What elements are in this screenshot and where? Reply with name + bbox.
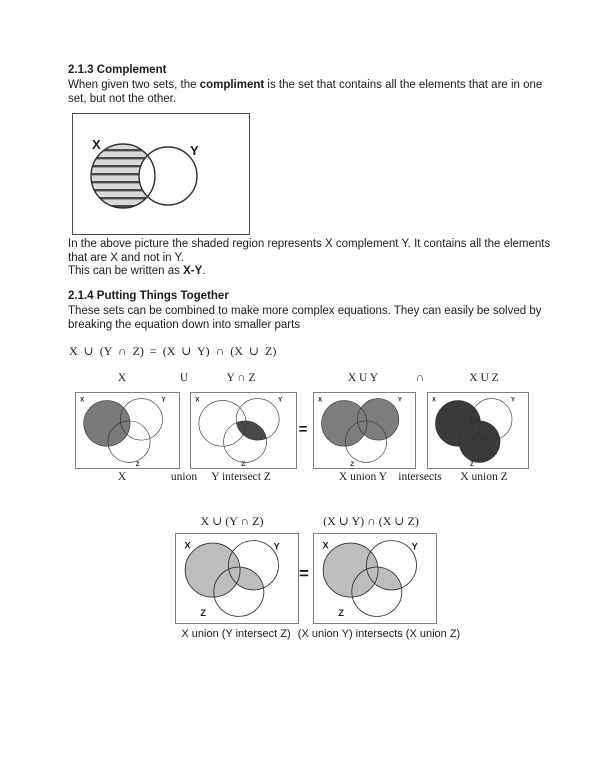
label-set-x: X xyxy=(195,396,200,404)
venn-y-intersect-z-diagram xyxy=(191,393,296,468)
label-set-z: Z xyxy=(241,461,246,468)
label-set-z: Z xyxy=(470,461,474,468)
intro-post: is the set that contains all the elements that are in one set, but not the other. xyxy=(68,79,543,105)
label-set-x: X xyxy=(322,540,329,551)
row2-caption-left: X union (Y intersect Z) xyxy=(181,628,291,640)
label-set-x: X xyxy=(92,137,101,152)
venn-x-union-y-figure xyxy=(313,392,416,469)
row2-equals-sign: = xyxy=(299,564,309,583)
row1-op-intersect-label: ∩ xyxy=(415,372,425,384)
label-set-y: Y xyxy=(190,143,199,158)
label-set-z: Z xyxy=(350,461,355,468)
row1-label-x-union-z: X U Z xyxy=(469,372,499,384)
label-set-z: Z xyxy=(135,461,140,468)
label-set-x: X xyxy=(80,396,85,404)
row1-caption-x: X xyxy=(117,471,127,483)
intro-pre: When given two sets, the xyxy=(68,79,200,91)
venn-complement-figure xyxy=(72,113,250,235)
venn-x-union-y-diagram xyxy=(314,393,415,468)
row1-equals-sign: = xyxy=(298,421,308,438)
label-set-z: Z xyxy=(200,607,206,618)
venn-x-union-yz-diagram xyxy=(176,534,298,623)
row2-label-right: (X ∪ Y) ∩ (X ∪ Z) xyxy=(323,514,419,528)
notation-bold: X-Y xyxy=(183,265,203,277)
label-set-x: X xyxy=(318,397,323,404)
complement-intro-text xyxy=(68,79,552,106)
label-set-x: X xyxy=(184,540,191,551)
row1-label-y-intersect-z: Y ∩ Z xyxy=(226,372,256,384)
label-set-y: Y xyxy=(397,397,402,404)
venn-x-union-z-diagram xyxy=(428,393,528,468)
heading-putting-together: 2.1.4 Putting Things Together xyxy=(68,290,229,302)
label-set-y: Y xyxy=(161,396,166,404)
intro-bold-term: compliment xyxy=(199,79,265,91)
venn-y-intersect-z-figure xyxy=(190,392,297,469)
notation-post: . xyxy=(202,265,206,277)
venn-x-figure xyxy=(75,392,180,469)
row1-label-x: X xyxy=(117,372,127,384)
row1-op-union-label: U xyxy=(179,372,189,384)
venn-xy-intersect-xz-diagram xyxy=(314,534,436,623)
venn-complement-diagram xyxy=(73,114,249,234)
row1-label-x-union-y: X U Y xyxy=(347,372,379,384)
row2-caption-right: (X union Y) intersects (X union Z) xyxy=(297,628,461,640)
label-set-y: Y xyxy=(278,396,283,404)
label-set-x: X xyxy=(432,397,437,404)
together-body-text: These sets can be combined to make more complex equations. They can easily be solved by breaking the equation down into smaller parts xyxy=(68,305,542,331)
label-set-y: Y xyxy=(273,541,280,552)
complement-caption-text: In the above picture the shaded region represents X complement Y. It contains all the elements that are X and not in Y. xyxy=(68,238,551,264)
venn-x-diagram xyxy=(76,393,179,468)
venn-x-union-yz-figure xyxy=(175,533,299,624)
row1-caption-intersects: intersects xyxy=(398,471,442,483)
row1-caption-y-intersect-z: Y intersect Z xyxy=(211,471,271,483)
notation-pre: This can be written as xyxy=(68,265,184,277)
venn-xy-intersect-xz-figure xyxy=(313,533,437,624)
heading-complement: 2.1.3 Complement xyxy=(68,64,167,76)
label-set-y: Y xyxy=(411,541,418,552)
complement-notation-text xyxy=(68,265,554,279)
row1-caption-x-union-z: X union Z xyxy=(460,471,508,483)
row1-caption-x-union-y: X union Y xyxy=(338,471,388,483)
row2-label-left: X ∪ (Y ∩ Z) xyxy=(200,514,264,528)
label-set-y: Y xyxy=(511,397,516,404)
venn-x-union-z-figure xyxy=(427,392,529,469)
set-equation: X ∪ (Y ∩ Z) = (X ∪ Y) ∩ (X ∪ Z) xyxy=(69,344,277,358)
label-set-z: Z xyxy=(338,607,344,618)
row1-caption-union: union xyxy=(170,471,198,483)
